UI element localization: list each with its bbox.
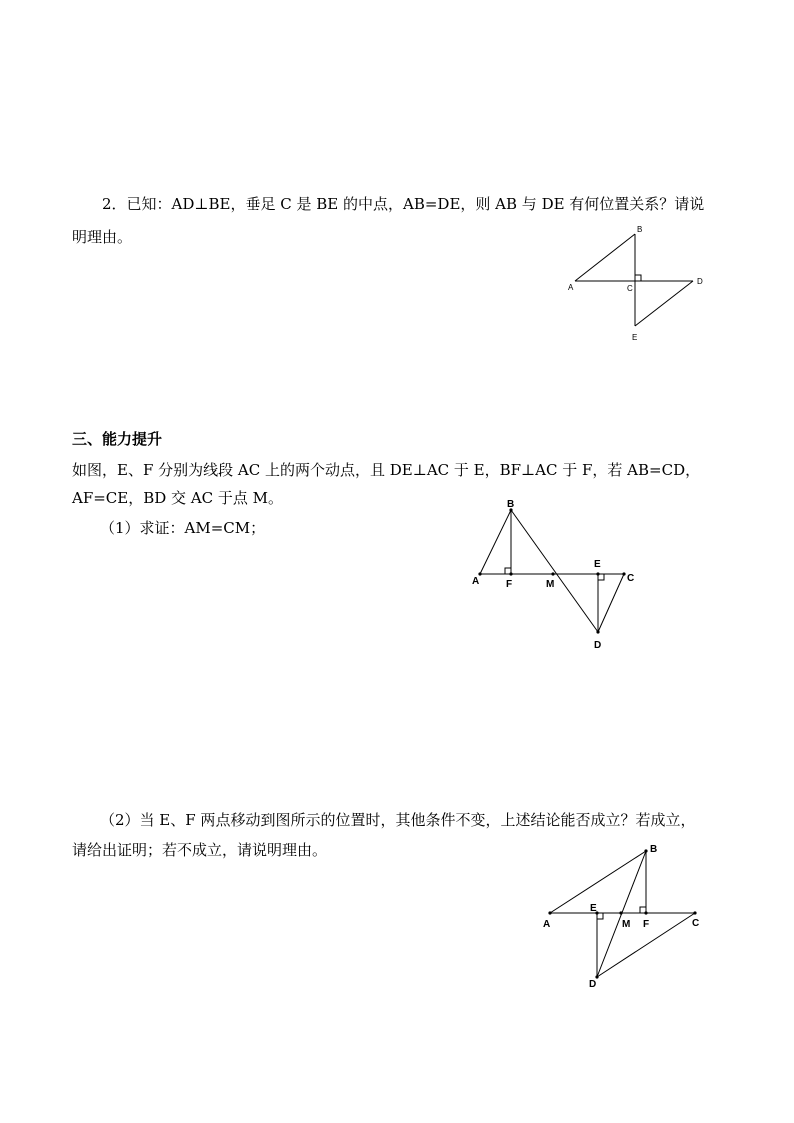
- label-d: D: [594, 640, 602, 651]
- label-m: M: [622, 919, 631, 930]
- label-e: E: [590, 903, 597, 914]
- label-e: E: [632, 333, 638, 342]
- point-b: [644, 849, 647, 852]
- label-d: D: [589, 979, 597, 990]
- point-d: [596, 630, 599, 633]
- label-a: A: [472, 576, 480, 587]
- part-2-text-line-2: 请给出证明；若不成立，请说明理由。: [72, 841, 328, 859]
- label-m: M: [546, 579, 555, 590]
- point-f: [509, 572, 512, 575]
- point-c: [622, 572, 625, 575]
- section-3-intro-line-1: 如图，E、F 分别为线段 AC 上的两个动点，且 DE⊥AC 于 E，BF⊥AC 于 F，若 AB=CD，: [72, 461, 701, 479]
- segment-ab: [480, 510, 511, 574]
- label-c: C: [692, 918, 700, 929]
- point-a: [548, 911, 551, 914]
- label-d: D: [697, 277, 703, 286]
- part-1-text: （1）求证：AM=CM；: [100, 519, 266, 537]
- problem-2-figure: [560, 220, 720, 350]
- label-b: B: [507, 499, 515, 510]
- segment-cd: [598, 574, 624, 632]
- segment-de: [635, 281, 693, 326]
- segment-ab: [550, 851, 646, 913]
- right-angle-marker: [635, 275, 641, 281]
- segment-bd: [511, 510, 598, 632]
- label-a: A: [543, 919, 551, 930]
- part-2-figure: [535, 835, 710, 995]
- segment-ab: [575, 234, 635, 281]
- label-e: E: [594, 559, 601, 570]
- label-c: C: [627, 284, 633, 293]
- part-1-figure: [465, 495, 650, 655]
- problem-2-text-line-2: 明理由。: [72, 228, 133, 246]
- problem-2-text-line-1: 2．已知：AD⊥BE，垂足 C 是 BE 的中点，AB=DE，则 AB 与 DE 有何位置关系？请说: [102, 195, 705, 213]
- label-c: C: [627, 573, 635, 584]
- label-b: B: [637, 225, 643, 234]
- section-3-heading: 三、能力提升: [72, 430, 163, 448]
- point-m: [619, 911, 622, 914]
- label-f: F: [506, 579, 513, 590]
- label-b: B: [650, 844, 658, 855]
- point-f: [644, 911, 647, 914]
- label-a: A: [568, 283, 574, 292]
- part-2-text-line-1: （2）当 E、F 两点移动到图所示的位置时，其他条件不变，上述结论能否成立？若成立，: [100, 811, 696, 829]
- point-c: [693, 911, 696, 914]
- label-f: F: [643, 919, 650, 930]
- section-3-intro-line-2: AF=CE，BD 交 AC 于点 M。: [72, 489, 284, 507]
- point-m: [551, 572, 554, 575]
- point-e: [596, 572, 599, 575]
